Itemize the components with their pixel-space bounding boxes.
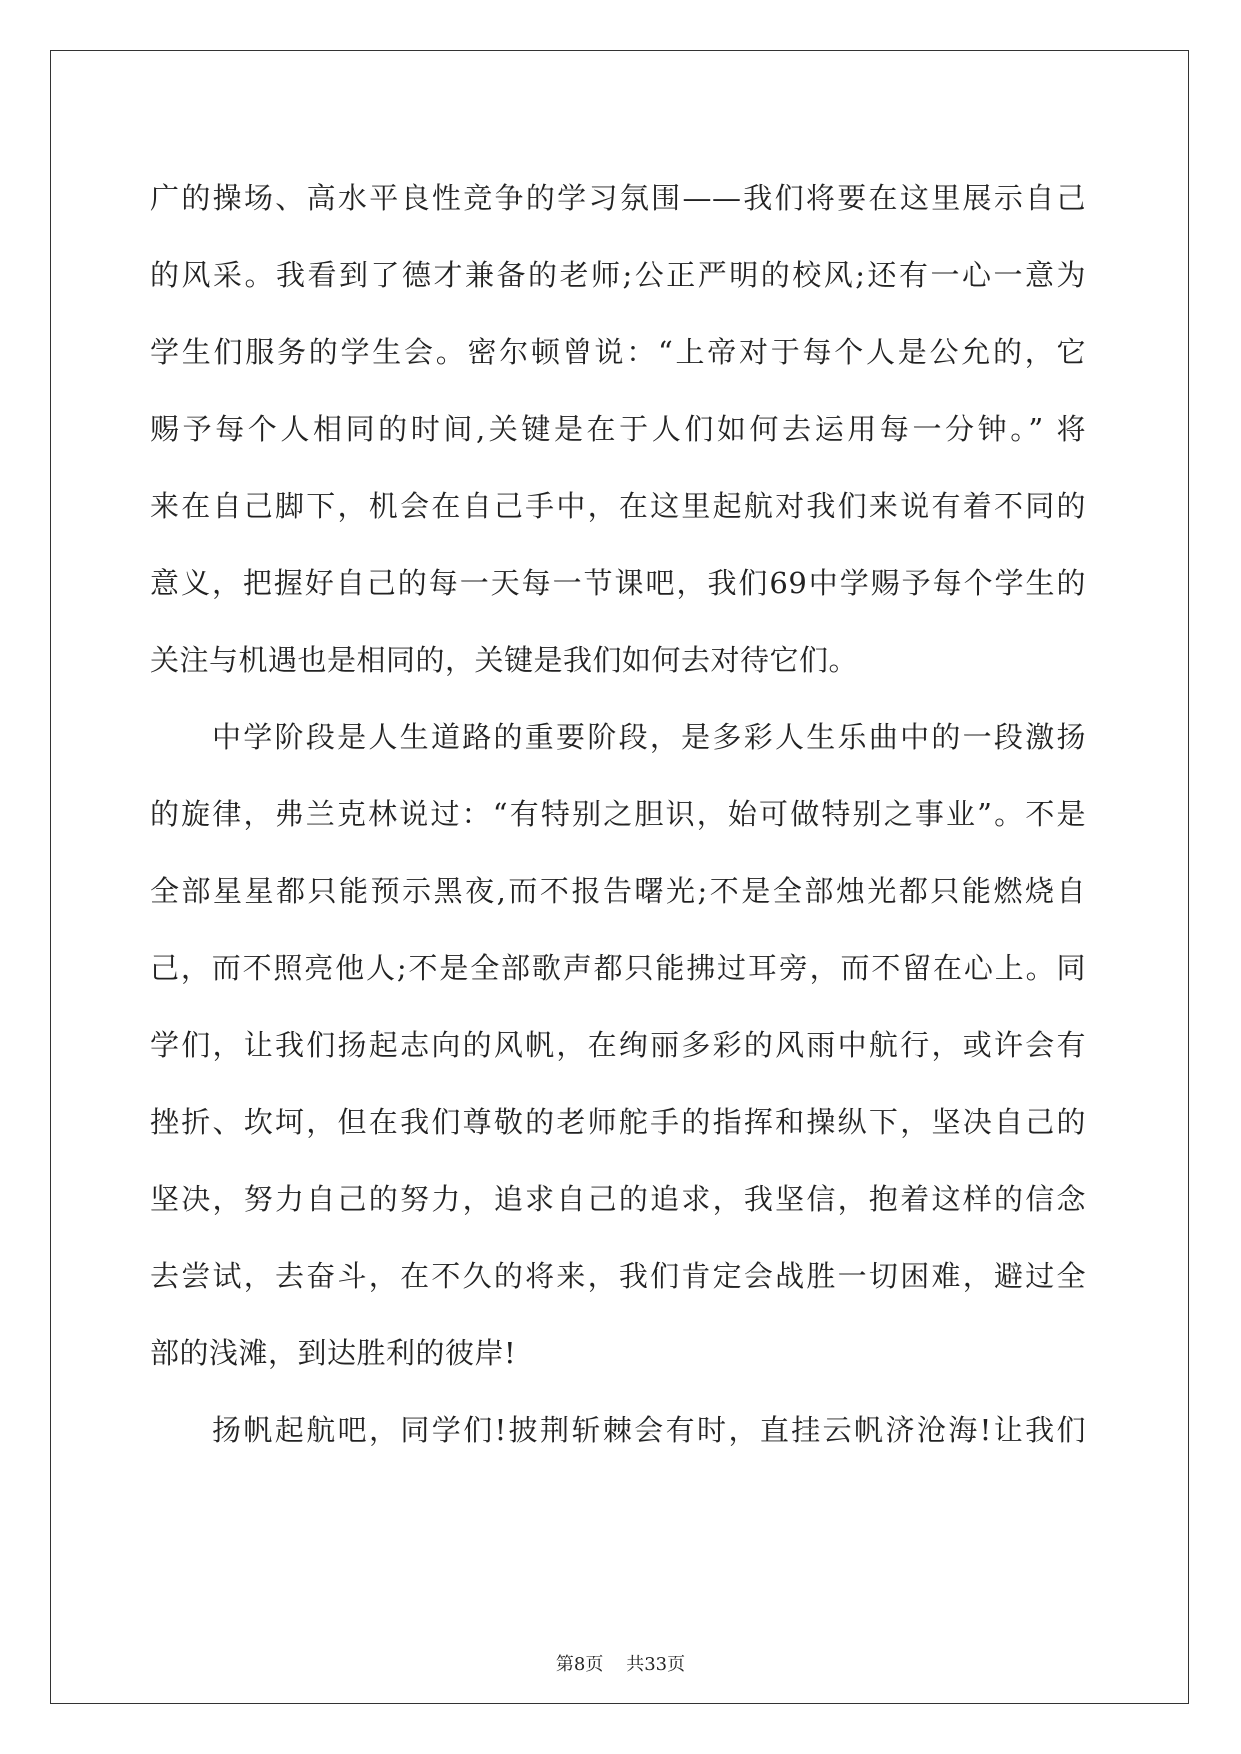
text-line: 坚决，努力自己的努力，追求自己的追求，我坚信，抱着这样的信念 (150, 1182, 1086, 1216)
text-line: 意义，把握好自己的每一天每一节课吧，我们69中学赐予每个学生的 (150, 566, 1086, 600)
text-line: 学生们服务的学生会。密尔顿曾说：“上帝对于每个人是公允的，它 (150, 335, 1086, 369)
text-line: 广的操场、高水平良性竞争的学习氛围——我们将要在这里展示自己 (150, 181, 1086, 215)
text-line: 的风采。我看到了德才兼备的老师;公正严明的校风;还有一心一意为 (150, 258, 1086, 292)
text-line: 全部星星都只能预示黑夜,而不报告曙光;不是全部烛光都只能燃烧自 (150, 874, 1086, 908)
text-line: 关注与机遇也是相同的，关键是我们如何去对待它们。 (150, 643, 859, 677)
text-line: 部的浅滩，到达胜利的彼岸! (150, 1336, 517, 1370)
paragraph-first-line: 中学阶段是人生道路的重要阶段，是多彩人生乐曲中的一段激扬 (212, 720, 1086, 754)
text-line: 去尝试，去奋斗，在不久的将来，我们肯定会战胜一切困难，避过全 (150, 1259, 1086, 1293)
text-line: 挫折、坎坷，但在我们尊敬的老师舵手的指挥和操纵下，坚决自己的 (150, 1105, 1086, 1139)
paragraph-first-line: 扬帆起航吧，同学们!披荆斩棘会有时，直挂云帆济沧海!让我们 (212, 1413, 1086, 1447)
text-line: 赐予每个人相同的时间,关键是在于人们如何去运用每一分钟。” 将 (150, 412, 1086, 446)
text-line: 学们，让我们扬起志向的风帆，在绚丽多彩的风雨中航行，或许会有 (150, 1028, 1086, 1062)
text-line: 己，而不照亮他人;不是全部歌声都只能拂过耳旁，而不留在心上。同 (150, 951, 1086, 985)
text-line: 的旋律，弗兰克林说过：“有特别之胆识，始可做特别之事业”。不是 (150, 797, 1086, 831)
text-line: 来在自己脚下，机会在自己手中，在这里起航对我们来说有着不同的 (150, 489, 1086, 523)
document-body (150, 160, 1086, 1469)
page-number-footer: 第8页 共33页 (555, 1654, 686, 1675)
